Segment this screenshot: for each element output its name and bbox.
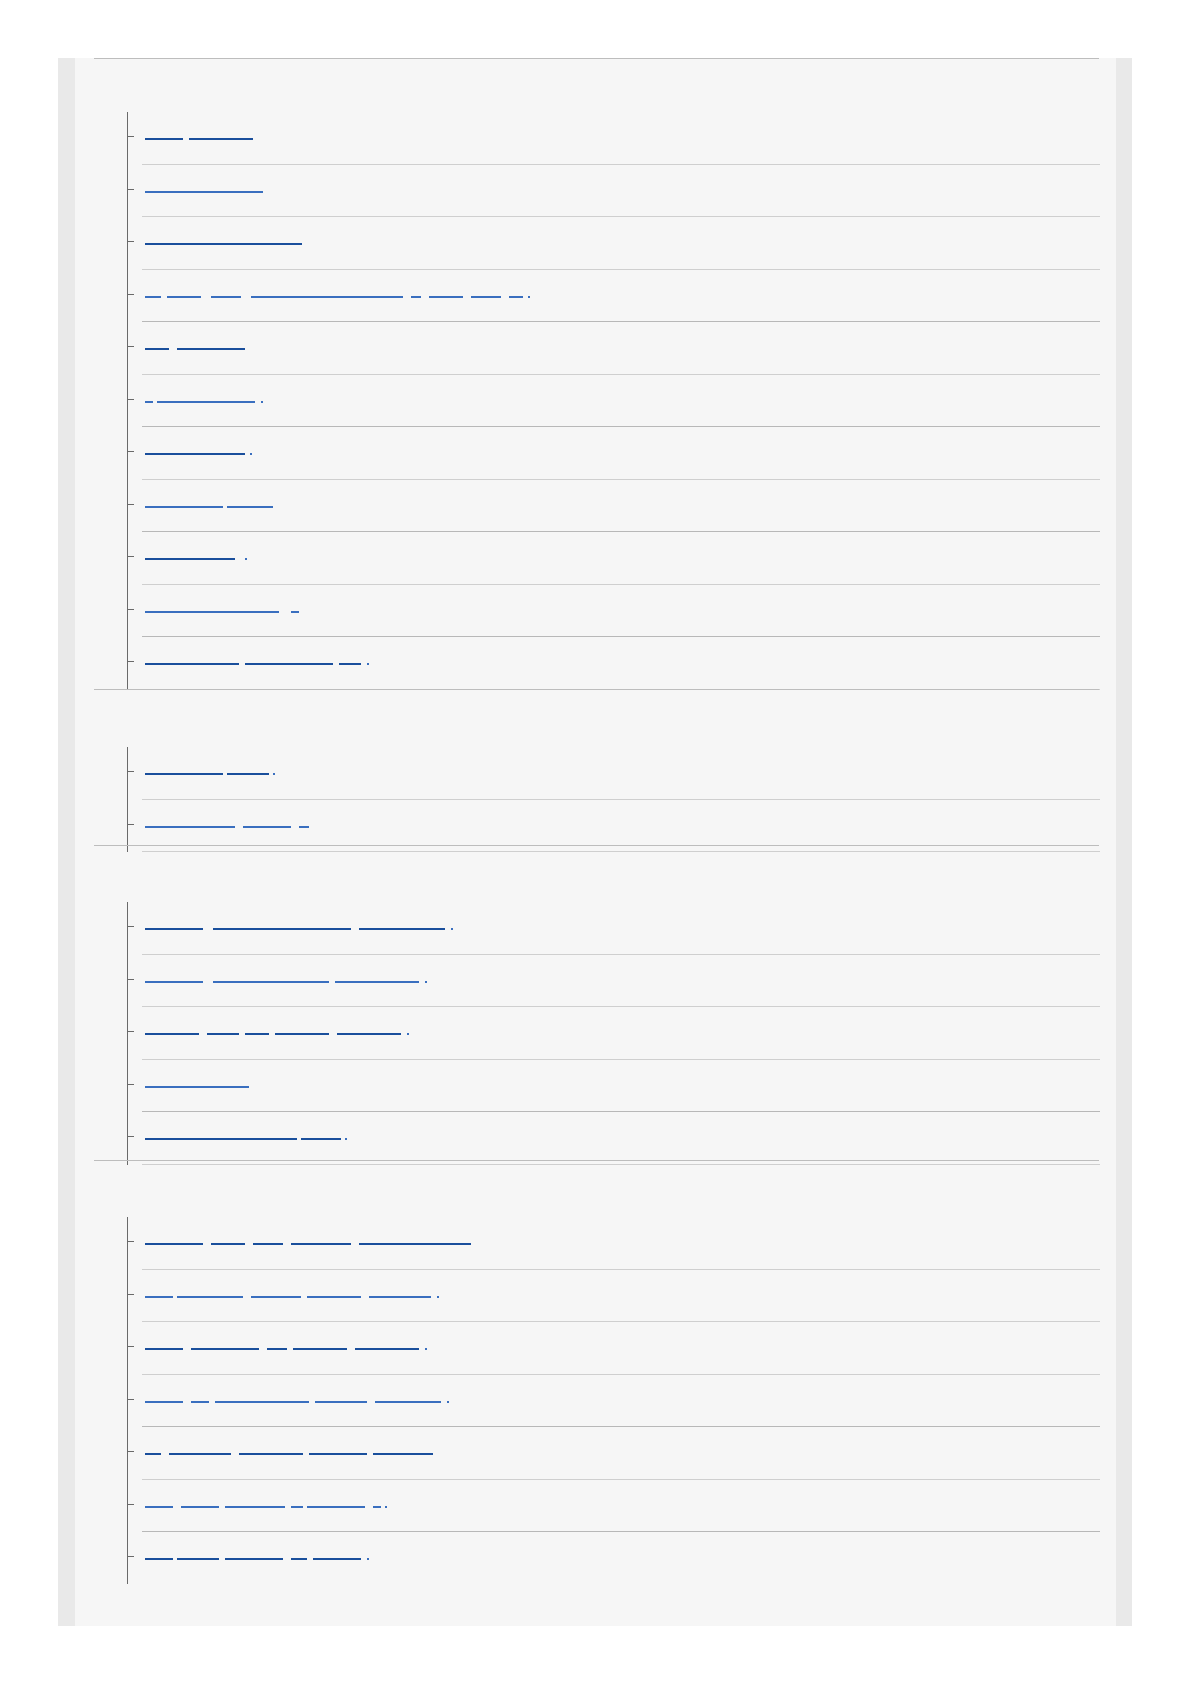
- link-text-fragment: [213, 928, 351, 930]
- link-text-fragment: [189, 138, 253, 140]
- list-item: [142, 322, 1100, 375]
- list-item: [142, 902, 1100, 955]
- list-item: [142, 1322, 1100, 1375]
- link-text-fragment: [359, 1243, 471, 1245]
- link-text-fragment: [145, 928, 203, 930]
- tree-branch-icon: [128, 241, 134, 242]
- link-text-fragment: [359, 928, 445, 930]
- link-text-fragment: [177, 1296, 243, 1298]
- link-text-fragment: [447, 1401, 449, 1403]
- link-text-fragment: [291, 1506, 303, 1508]
- link-text-fragment: [471, 296, 501, 298]
- list-item: [142, 427, 1100, 480]
- tree-branch-icon: [128, 1451, 134, 1452]
- link-text-fragment: [245, 558, 247, 560]
- link-text-fragment: [253, 1243, 283, 1245]
- link-text-fragment: [145, 1086, 249, 1088]
- link-text-fragment: [307, 1506, 365, 1508]
- link-text-fragment: [337, 1033, 401, 1035]
- link-text-fragment: [245, 663, 333, 665]
- link-text-fragment: [145, 1033, 199, 1035]
- link-text-fragment: [213, 981, 329, 983]
- link-text-fragment: [145, 611, 279, 613]
- list-item: [142, 1270, 1100, 1323]
- link-text-fragment: [375, 1401, 441, 1403]
- tree-branch-icon: [128, 1294, 134, 1295]
- tree-branch-icon: [128, 1556, 134, 1557]
- link-text-fragment: [291, 611, 299, 613]
- link-text-fragment: [215, 1401, 309, 1403]
- link-tree: [127, 1217, 1100, 1584]
- link-text-fragment: [181, 1506, 219, 1508]
- link-text-fragment: [267, 1348, 287, 1350]
- tree-branch-icon: [128, 824, 134, 825]
- link-text-fragment: [251, 1296, 301, 1298]
- list-item: [142, 1112, 1100, 1165]
- link-text-fragment: [301, 1138, 341, 1140]
- list-item: [142, 1060, 1100, 1113]
- list-item: [142, 747, 1100, 800]
- list-item: [142, 1427, 1100, 1480]
- link-text-fragment: [345, 1138, 347, 1140]
- list-item: [142, 585, 1100, 638]
- link-text-fragment: [335, 981, 419, 983]
- link-text-fragment: [227, 773, 269, 775]
- content-area: [75, 58, 1116, 1626]
- tree-branch-icon: [128, 451, 134, 452]
- link-text-fragment: [385, 1506, 387, 1508]
- link-text-fragment: [373, 1506, 381, 1508]
- link-text-fragment: [307, 1296, 361, 1298]
- list-item: [142, 637, 1100, 690]
- list-item: [142, 112, 1100, 165]
- link-text-fragment: [299, 826, 309, 828]
- link-text-fragment: [177, 1558, 219, 1560]
- tree-branch-icon: [128, 504, 134, 505]
- tree-branch-icon: [128, 771, 134, 772]
- tree-branch-icon: [128, 399, 134, 400]
- link-text-fragment: [373, 1453, 433, 1455]
- list-item: [142, 375, 1100, 428]
- tree-branch-icon: [128, 1136, 134, 1137]
- link-text-fragment: [145, 1138, 297, 1140]
- list-item: [142, 1217, 1100, 1270]
- tree-branch-icon: [128, 346, 134, 347]
- link-text-fragment: [407, 1033, 409, 1035]
- tree-branch-icon: [128, 1031, 134, 1032]
- link-text-fragment: [250, 453, 252, 455]
- link-text-fragment: [191, 1348, 259, 1350]
- link-text-fragment: [145, 663, 239, 665]
- link-text-fragment: [225, 1506, 285, 1508]
- list-item: [142, 165, 1100, 218]
- link-text-fragment: [145, 1348, 183, 1350]
- link-text-fragment: [293, 1348, 347, 1350]
- link-text-fragment: [425, 981, 427, 983]
- list-item: [142, 217, 1100, 270]
- tree-branch-icon: [128, 1346, 134, 1347]
- tree-branch-icon: [128, 189, 134, 190]
- link-text-fragment: [145, 1296, 173, 1298]
- link-text-fragment: [211, 296, 241, 298]
- link-text-fragment: [145, 1506, 173, 1508]
- link-text-fragment: [145, 191, 263, 193]
- link-text-fragment: [309, 1453, 367, 1455]
- link-text-fragment: [437, 1296, 439, 1298]
- link-text-fragment: [425, 1348, 427, 1350]
- link-text-fragment: [145, 1453, 161, 1455]
- link-text-fragment: [291, 1558, 307, 1560]
- tree-branch-icon: [128, 294, 134, 295]
- link-text-fragment: [145, 1558, 173, 1560]
- link-text-fragment: [145, 1243, 203, 1245]
- link-text-fragment: [145, 826, 235, 828]
- link-text-fragment: [167, 296, 201, 298]
- link-text-fragment: [451, 928, 453, 930]
- link-text-fragment: [211, 1243, 245, 1245]
- tree-branch-icon: [128, 556, 134, 557]
- list-item: [142, 1532, 1100, 1584]
- section-divider: [94, 1160, 1099, 1161]
- link-text-fragment: [369, 1296, 431, 1298]
- link-text-fragment: [145, 243, 302, 245]
- link-text-fragment: [157, 401, 255, 403]
- link-text-fragment: [145, 773, 223, 775]
- page: [58, 58, 1132, 1626]
- link-text-fragment: [169, 1453, 231, 1455]
- tree-branch-icon: [128, 926, 134, 927]
- link-text-fragment: [261, 401, 263, 403]
- link-text-fragment: [145, 296, 161, 298]
- tree-branch-icon: [128, 136, 134, 137]
- list-item: [142, 480, 1100, 533]
- link-text-fragment: [315, 1401, 367, 1403]
- tree-branch-icon: [128, 1504, 134, 1505]
- link-tree: [127, 112, 1100, 690]
- link-text-fragment: [273, 773, 275, 775]
- link-text-fragment: [145, 506, 223, 508]
- list-item: [142, 1375, 1100, 1428]
- tree-branch-icon: [128, 609, 134, 610]
- link-text-fragment: [145, 981, 203, 983]
- list-item: [142, 1007, 1100, 1060]
- link-text-fragment: [227, 506, 273, 508]
- section-divider: [94, 845, 1099, 846]
- tree-branch-icon: [128, 1084, 134, 1085]
- section-divider: [94, 689, 1099, 690]
- link-text-fragment: [275, 1033, 329, 1035]
- link-tree: [127, 902, 1100, 1165]
- link-text-fragment: [251, 296, 403, 298]
- list-item: [142, 955, 1100, 1008]
- link-text-fragment: [145, 348, 169, 350]
- tree-branch-icon: [128, 1241, 134, 1242]
- link-text-fragment: [225, 1558, 283, 1560]
- list-item: [142, 1480, 1100, 1533]
- link-text-fragment: [145, 453, 245, 455]
- link-text-fragment: [191, 1401, 209, 1403]
- list-item: [142, 532, 1100, 585]
- list-item: [142, 270, 1100, 323]
- link-text-fragment: [207, 1033, 239, 1035]
- link-text-fragment: [528, 296, 530, 298]
- link-text-fragment: [243, 826, 291, 828]
- link-text-fragment: [411, 296, 421, 298]
- link-text-fragment: [177, 348, 245, 350]
- tree-branch-icon: [128, 979, 134, 980]
- link-text-fragment: [239, 1453, 303, 1455]
- link-text-fragment: [245, 1033, 269, 1035]
- link-text-fragment: [429, 296, 463, 298]
- link-text-fragment: [145, 401, 153, 403]
- link-text-fragment: [291, 1243, 351, 1245]
- link-text-fragment: [355, 1348, 419, 1350]
- link-text-fragment: [367, 663, 369, 665]
- link-text-fragment: [145, 558, 235, 560]
- link-text-fragment: [145, 138, 183, 140]
- tree-branch-icon: [128, 1399, 134, 1400]
- link-text-fragment: [313, 1558, 361, 1560]
- link-text-fragment: [509, 296, 523, 298]
- link-text-fragment: [367, 1558, 369, 1560]
- top-divider: [94, 58, 1099, 59]
- link-text-fragment: [145, 1401, 183, 1403]
- tree-branch-icon: [128, 661, 134, 662]
- link-tree: [127, 747, 1100, 852]
- link-text-fragment: [339, 663, 361, 665]
